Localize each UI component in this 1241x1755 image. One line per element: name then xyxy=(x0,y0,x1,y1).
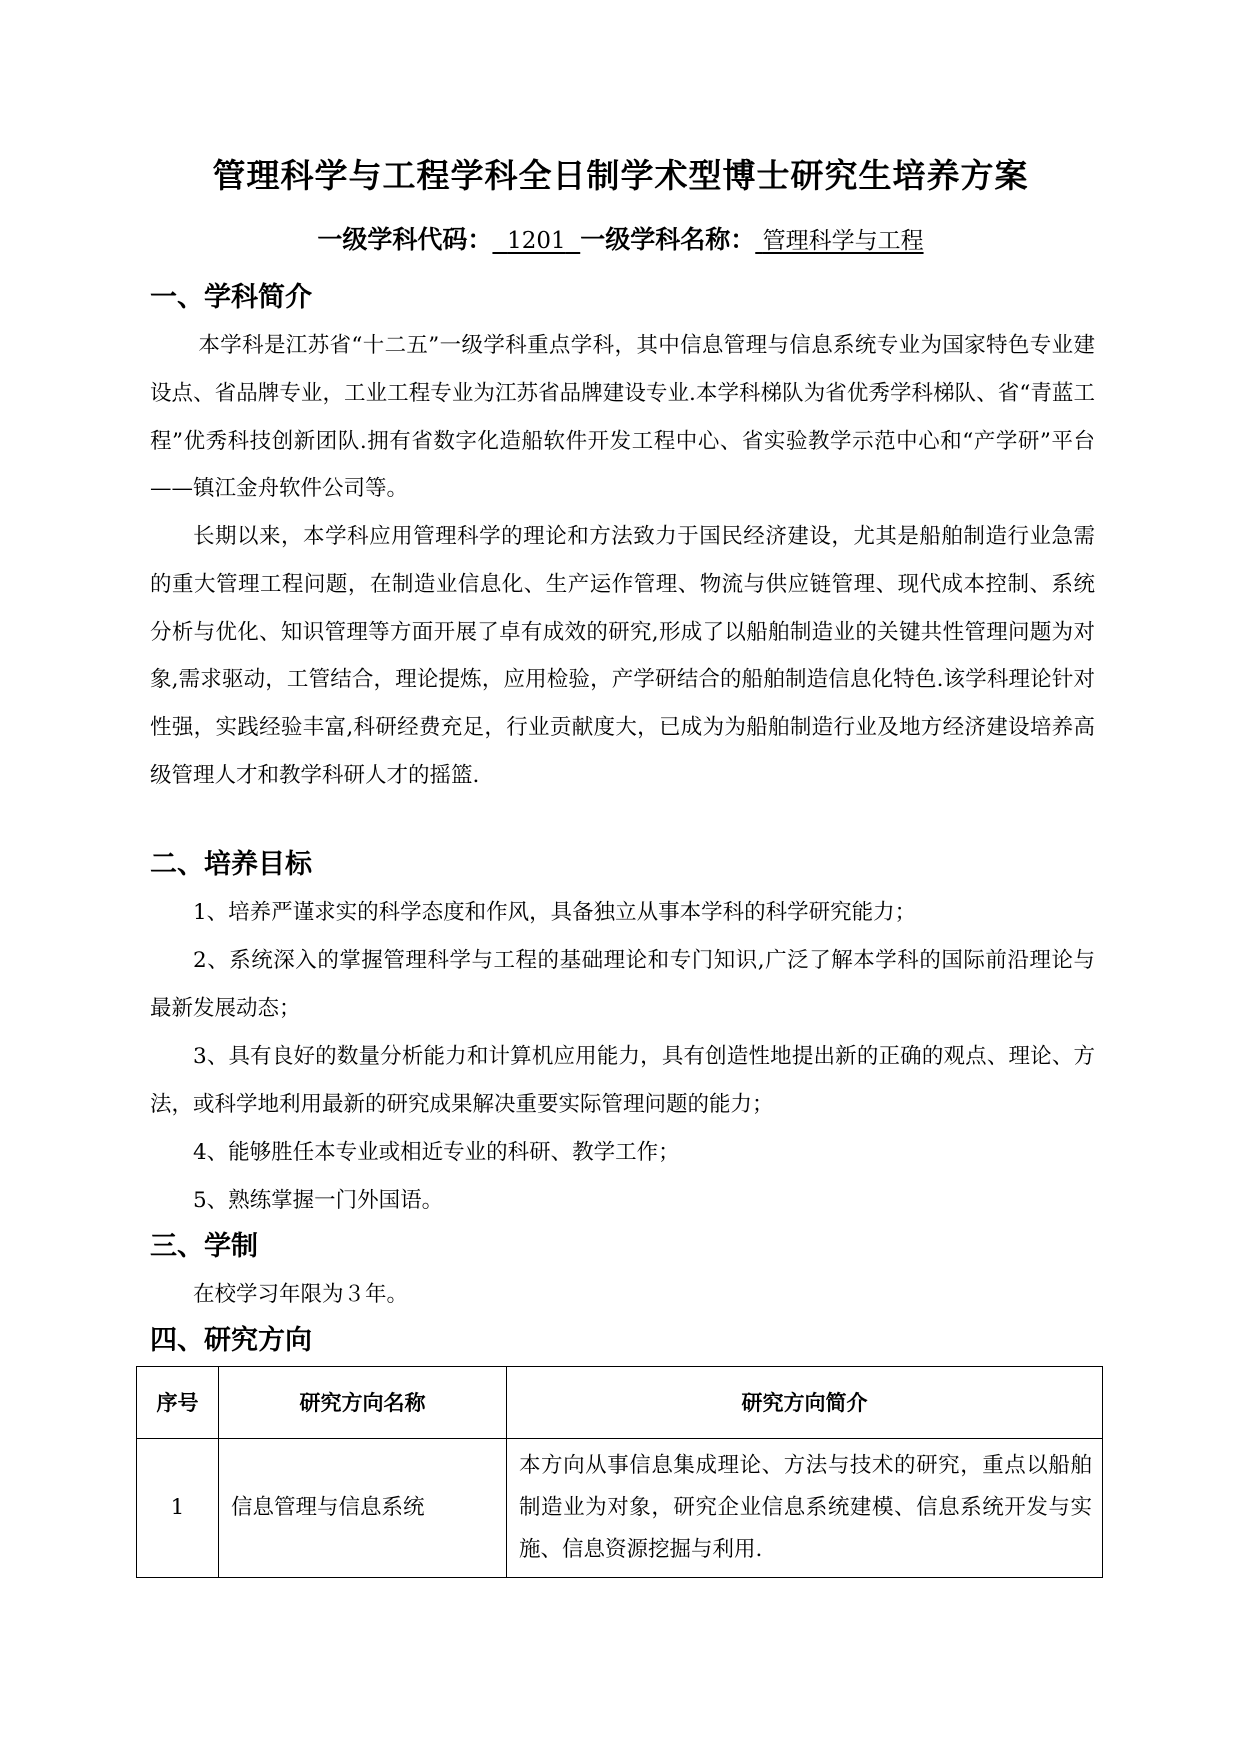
table-row xyxy=(137,1439,1103,1578)
discipline-code-label: 一级学科代码： xyxy=(317,225,493,254)
goal-item-5: 5、熟练掌握一门外国语。 xyxy=(193,1188,444,1213)
duration-text: 在校学习年限为３年。 xyxy=(193,1282,409,1307)
row-direction-name: 信息管理与信息系统 xyxy=(219,1439,507,1578)
column-header-num: 序号 xyxy=(137,1367,219,1439)
row-direction-desc: 本方向从事信息集成理论、方法与技术的研究，重点以船舶制造业为对象，研究企业信息系统建模、信息系统开发与实施、信息资源挖掘与利用. xyxy=(507,1439,1103,1578)
section-heading-goals: 二、培养目标 xyxy=(150,849,312,880)
document-title: 管理科学与工程学科全日制学术型博士研究生培养方案 xyxy=(212,156,1029,195)
table-header-row xyxy=(137,1367,1103,1439)
goal-item-2: 2、系统深入的掌握管理科学与工程的基础理论和专门知识,广泛了解本学科的国际前沿理论与最新发展动态； xyxy=(150,948,1095,1021)
research-directions-table xyxy=(136,1366,1103,1578)
section-heading-intro: 一、学科简介 xyxy=(150,282,312,313)
column-header-desc: 研究方向简介 xyxy=(507,1367,1103,1439)
section-heading-directions: 四、研究方向 xyxy=(150,1325,312,1356)
discipline-info xyxy=(0,220,1241,256)
section-heading-duration: 三、学制 xyxy=(150,1231,258,1262)
goal-item-4: 4、能够胜任本专业或相近专业的科研、教学工作； xyxy=(193,1140,680,1165)
discipline-name-value: 管理科学与工程 xyxy=(762,228,924,254)
discipline-name-label: 一级学科名称： xyxy=(580,225,756,254)
intro-paragraph-2: 长期以来，本学科应用管理科学的理论和方法致力于国民经济建设，尤其是船舶制造行业急需的重大管理工程问题，在制造业信息化、生产运作管理、物流与供应链管理、现代成本控制、系统分析与优化、知识管理等方面开展了卓有成效的研究,形成了以船舶制造业的关键共性管理问题为对象,需求驱动，工管结合，理论提炼，应用检验，产学研结合的船舶制造信息化特色.该学科理论针对性强，实践经验丰富,科研经费充足，行业贡献度大，已成为为船舶制造行业及地方经济建设培养高级管理人才和教学科研人才的摇篮. xyxy=(150,524,1095,788)
goal-item-1: 1、培养严谨求实的科学态度和作风，具备独立从事本学科的科学研究能力； xyxy=(193,900,917,925)
goal-item-3: 3、具有良好的数量分析能力和计算机应用能力，具有创造性地提出新的正确的观点、理论、方法，或科学地利用最新的研究成果解决重要实际管理问题的能力； xyxy=(150,1044,1095,1117)
column-header-name: 研究方向名称 xyxy=(219,1367,507,1439)
discipline-code-value: 1201 xyxy=(507,228,566,254)
row-num: 1 xyxy=(137,1439,219,1578)
intro-paragraph-1: 本学科是江苏省“十二五”一级学科重点学科，其中信息管理与信息系统专业为国家特色专业建设点、省品牌专业，工业工程专业为江苏省品牌建设专业.本学科梯队为省优秀学科梯队、省“青蓝工程”优秀科技创新团队.拥有省数字化造船软件开发工程中心、省实验教学示范中心和“产学研”平台——镇江金舟软件公司等。 xyxy=(150,333,1095,502)
